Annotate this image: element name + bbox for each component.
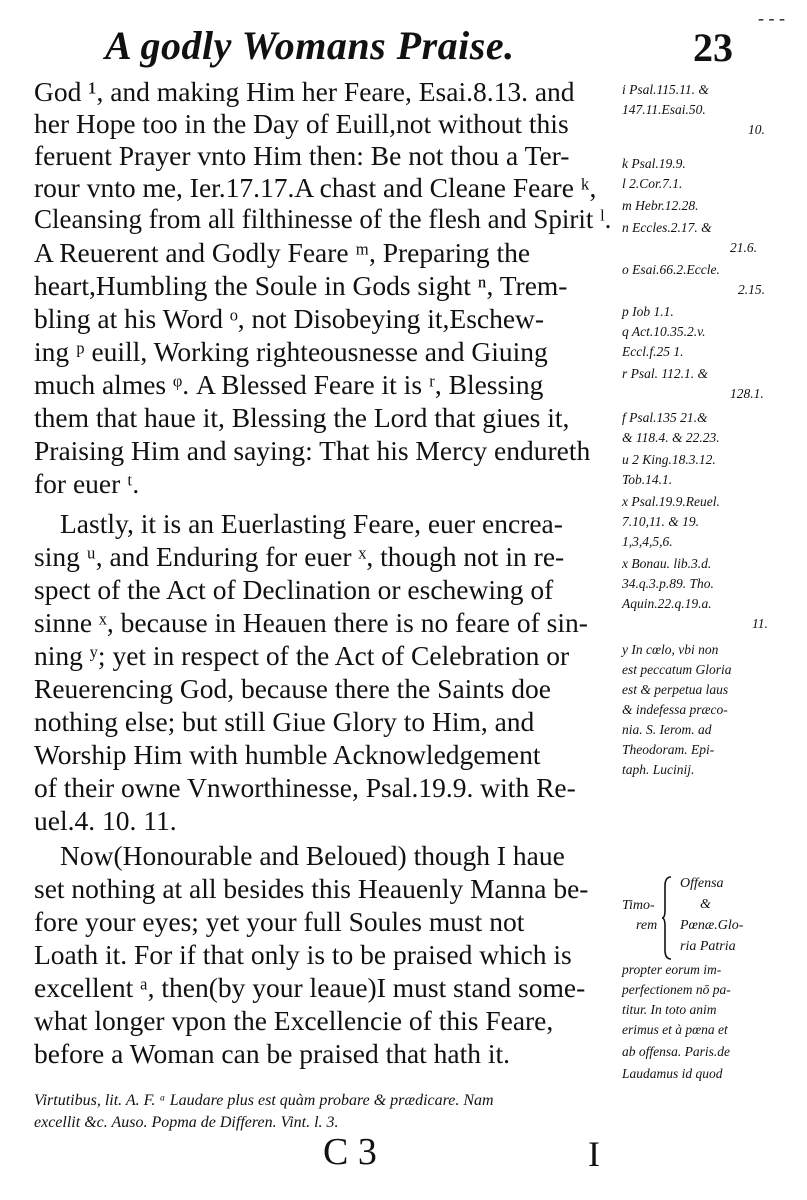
- margin-note-line: n Eccles.2.17. &: [622, 220, 712, 235]
- text-line: what longer vpon the Excellencie of this Feare,: [34, 1005, 554, 1036]
- margin-note-line: l 2.Cor.7.1.: [622, 176, 683, 191]
- text-line: Worship Him with humble Acknowledgement: [34, 739, 541, 770]
- text-line: A Reuerent and Godly Feare ᵐ, Preparing the: [34, 237, 531, 268]
- margin-note-line: 128.1.: [730, 386, 764, 401]
- text-line: Reuerencing God, because there the Saints doe: [34, 673, 551, 704]
- margin-note-line: est & perpetua laus: [622, 682, 729, 697]
- margin-note-line: erimus et à pœna et: [622, 1022, 728, 1037]
- text-line: for euer ᵗ.: [34, 468, 140, 499]
- margin-note-line: 1,3,4,5,6.: [622, 534, 673, 549]
- running-title: A godly Womans Praise.: [105, 23, 515, 68]
- brace-left-line: Timo-: [622, 898, 655, 913]
- margin-note-line: Tob.14.1.: [622, 472, 673, 487]
- text-line: sinne ˣ, because in Heauen there is no feare of sin-: [34, 607, 588, 638]
- margin-note-line: r Psal. 112.1. &: [622, 366, 709, 381]
- text-line: fore your eyes; yet your full Soules must not: [34, 906, 525, 937]
- text-line: bling at his Word ᵒ, not Disobeying it,Eschew-: [34, 303, 545, 334]
- signature-mark: C 3: [323, 1131, 377, 1173]
- margin-note-line: & indefessa præco-: [622, 702, 728, 717]
- margin-note-line: x Bonau. lib.3.d.: [622, 556, 712, 571]
- margin-note-line: Aquin.22.q.19.a.: [622, 596, 712, 611]
- text-line: heart,Humbling the Soule in Gods sight ⁿ, Trem-: [34, 270, 568, 301]
- brace-right-line: ria Patria: [680, 939, 736, 954]
- text-line: Now(Honourable and Beloued) though I haue: [60, 840, 565, 871]
- margin-note-line: 7.10,11. & 19.: [622, 514, 699, 529]
- margin-note-line: y In cœlo, vbi non: [622, 642, 719, 657]
- margin-note-line: i Psal.115.11. &: [622, 82, 709, 97]
- page-number: 23: [693, 25, 733, 70]
- text-line: her Hope too in the Day of Euill,not without this: [34, 108, 569, 139]
- curly-brace-icon: [662, 876, 672, 960]
- margin-note-line: u 2 King.18.3.12.: [622, 452, 716, 467]
- text-line: nothing else; but still Giue Glory to Him, and: [34, 706, 535, 737]
- text-line: God ¹, and making Him her Feare, Esai.8.13. and: [34, 76, 575, 107]
- text-line: ing ᵖ euill, Working righteousnesse and Giuing: [34, 336, 548, 367]
- margin-note-line: nia. S. Ierom. ad: [622, 722, 712, 737]
- margin-note-line: est peccatum Gloria: [622, 662, 732, 677]
- brace-right-line: Pœnæ.Glo-: [680, 918, 744, 933]
- margin-note-line: o Esai.66.2.Eccle.: [622, 262, 720, 277]
- footnote-line: Virtutibus, lit. A. F. ᵃ Laudare plus est quàm probare & prædicare. Nam: [34, 1092, 494, 1109]
- text-line: before a Woman can be praised that hath it.: [34, 1038, 511, 1069]
- margin-note-line: Laudamus id quod: [622, 1066, 723, 1081]
- margin-note-line: Eccl.f.25 1.: [622, 344, 684, 359]
- text-line: Cleansing from all filthinesse of the flesh and Spirit ˡ.: [34, 204, 612, 234]
- brace-right-line: Offensa: [680, 876, 724, 891]
- text-line: rour vnto me, Ier.17.17.A chast and Cleane Feare ᵏ,: [34, 172, 597, 203]
- margin-note-line: taph. Lucinij.: [622, 762, 695, 777]
- margin-note-line: titur. In toto anim: [622, 1002, 717, 1017]
- margin-note-line: 10.: [748, 122, 765, 137]
- margin-note-line: propter eorum im-: [622, 962, 722, 977]
- text-line: much almes ᵠ. A Blessed Feare it is ʳ, Blessing: [34, 369, 544, 400]
- margin-note-line: & 118.4. & 22.23.: [622, 430, 720, 445]
- text-line: Loath it. For if that only is to be praised which is: [34, 939, 572, 970]
- text-line: Lastly, it is an Euerlasting Feare, euer encrea-: [60, 508, 563, 539]
- brace-right-line: &: [700, 897, 711, 912]
- margin-note-line: 2.15.: [738, 282, 765, 297]
- margin-note-line: k Psal.19.9.: [622, 156, 686, 171]
- text-line: ning ʸ; yet in respect of the Act of Celebration or: [34, 640, 570, 671]
- text-line: of their owne Vnworthinesse, Psal.19.9. with Re-: [34, 772, 576, 803]
- text-line: set nothing at all besides this Heauenly Manna be-: [34, 873, 589, 904]
- margin-note-line: p Iob 1.1.: [622, 304, 674, 319]
- footnote-line: excellit &c. Auso. Popma de Differen. Vint. l. 3.: [34, 1114, 339, 1131]
- text-line: them that haue it, Blessing the Lord that giues it,: [34, 402, 570, 433]
- text-line: sing ᵘ, and Enduring for euer ˣ, though not in re-: [34, 541, 565, 572]
- margin-note-line: Theodoram. Epi-: [622, 742, 715, 757]
- margin-note-line: x Psal.19.9.Reuel.: [622, 494, 720, 509]
- text-line: feruent Prayer vnto Him then: Be not thou a Ter-: [34, 140, 570, 171]
- margin-note-line: m Hebr.12.28.: [622, 198, 699, 213]
- margin-note-line: f Psal.135 21.&: [622, 410, 708, 425]
- text-line: excellent ᵃ, then(by your leaue)I must stand some-: [34, 972, 586, 1003]
- brace-left-line: rem: [636, 918, 658, 933]
- text-line: uel.4. 10. 11.: [34, 805, 177, 836]
- text-line: spect of the Act of Declination or eschewing of: [34, 574, 554, 605]
- catchword: I: [588, 1134, 600, 1174]
- margin-note-line: ab offensa. Paris.de: [622, 1044, 730, 1059]
- text-line: Praising Him and saying: That his Mercy endureth: [34, 435, 591, 466]
- margin-note-line: 34.q.3.p.89. Tho.: [622, 576, 714, 591]
- margin-note-line: 147.11.Esai.50.: [622, 102, 706, 117]
- corner-mark: - - -: [758, 8, 785, 28]
- margin-note-line: q Act.10.35.2.v.: [622, 324, 706, 339]
- margin-note-line: 11.: [752, 616, 768, 631]
- margin-note-line: 21.6.: [730, 240, 757, 255]
- margin-note-line: perfectionem nō pa-: [622, 982, 731, 997]
